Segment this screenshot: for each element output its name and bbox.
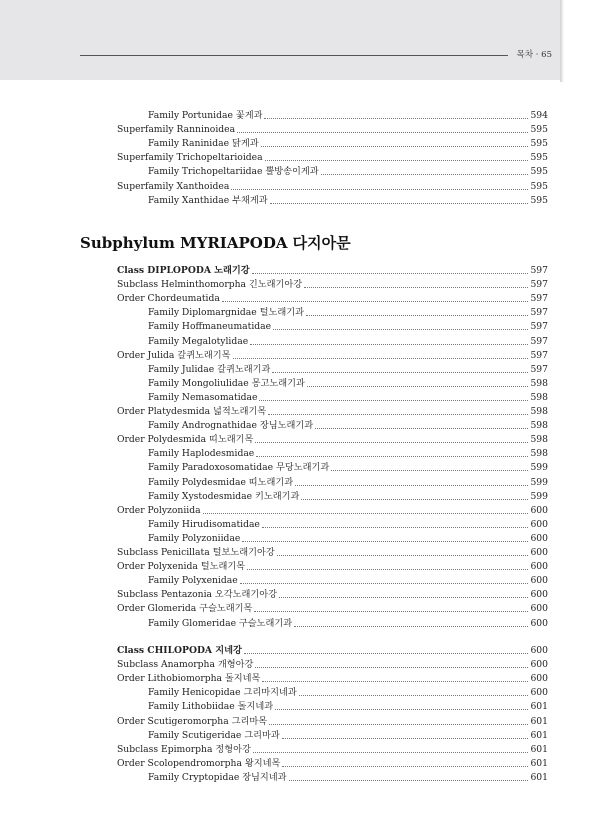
toc-entry: [148, 475, 548, 489]
toc-entry: [148, 136, 548, 150]
toc-entry: [148, 334, 548, 348]
toc-entry-page: 600: [530, 504, 548, 516]
toc-entry-page: 601: [530, 771, 548, 783]
toc-entry: [148, 728, 548, 742]
section-title: Subphylum MYRIAPODA 다지아문: [80, 234, 351, 252]
toc-entry-page: 601: [530, 701, 548, 713]
toc-entry-page: 600: [530, 561, 548, 573]
toc-entry: [148, 573, 548, 587]
running-head: 목차 · 65: [516, 50, 552, 60]
toc-entry-title: Family Polyzoniidae: [148, 532, 241, 544]
toc-entry: [148, 460, 548, 474]
header-rule: [80, 55, 508, 56]
dot-leader: [203, 513, 529, 514]
toc-entry-title: Family Raninidae 닭게과: [148, 138, 259, 150]
toc-entry-page: 595: [530, 138, 548, 150]
dot-leader: [253, 752, 529, 753]
toc-entry-title: Family Glomeridae 구슬노래기과: [148, 617, 293, 629]
toc-entry-title: Family Megalotylidae: [148, 335, 249, 347]
toc-entry: [117, 503, 548, 517]
toc-entry-page: 597: [530, 265, 548, 276]
toc-entry-page: 600: [530, 687, 548, 699]
toc-entry-title: Family Hoffmaneumatidae: [148, 321, 272, 333]
toc-entry-page: 597: [530, 307, 548, 319]
toc-entry: [148, 193, 548, 207]
toc-entry-title: Family Mongoliulidae 몽고노래기과: [148, 377, 305, 389]
toc-entry-title: Family Paradoxosomatidae 무당노래기과: [148, 462, 330, 474]
toc-entry: [148, 685, 548, 699]
toc-entry-title: Family Julidae 갈퀴노래기과: [148, 363, 271, 375]
dot-leader: [264, 118, 528, 119]
toc-entry: [117, 671, 548, 685]
toc-entry: [148, 305, 548, 319]
dot-leader: [250, 344, 528, 345]
toc-entry-title: Order Polyxenida 털노래기목: [117, 561, 246, 573]
toc-entry: [148, 489, 548, 503]
toc-entry-title: Family Lithobiidae 돌지네과: [148, 701, 274, 713]
dot-leader: [301, 499, 528, 500]
toc-entry-title: Class CHILOPODA 지네강: [117, 645, 242, 656]
dot-leader: [306, 315, 528, 316]
toc-entry: [148, 616, 548, 630]
toc-entry-page: 600: [530, 603, 548, 615]
toc-entry-title: Order Scolopendromorpha 왕지네목: [117, 757, 281, 769]
toc-entry-title: Family Cryptopidae 장님지네과: [148, 771, 287, 783]
toc-entry-page: 599: [530, 490, 548, 502]
toc-entry-title: Family Henicopidae 그리마지네과: [148, 687, 297, 699]
dot-leader: [304, 287, 528, 288]
toc-entry-page: 600: [530, 575, 548, 587]
toc-entry-title: Family Nemasomatidae: [148, 391, 258, 403]
toc-entry-page: 598: [530, 377, 548, 389]
toc-entry-page: 598: [530, 420, 548, 432]
toc-entry-title: Order Julida 갈퀴노래기목: [117, 349, 231, 361]
toc-entry-title: Order Scutigeromorpha 그리마목: [117, 715, 268, 727]
toc-entry-page: 600: [530, 589, 548, 601]
toc-entry-page: 597: [530, 293, 548, 305]
dot-leader: [294, 626, 528, 627]
toc-entry-page: 597: [530, 363, 548, 375]
toc-entry-page: 597: [530, 349, 548, 361]
dot-leader: [289, 780, 529, 781]
toc-entry: [148, 531, 548, 545]
toc-entry-page: 598: [530, 391, 548, 403]
toc-entry: [148, 770, 548, 784]
toc-entry: [148, 699, 548, 713]
toc-entry-page: 595: [530, 166, 548, 178]
toc-entry-page: 600: [530, 673, 548, 685]
toc-entry: [117, 601, 548, 615]
toc-entry-page: 600: [530, 645, 548, 656]
toc-entry-page: 598: [530, 434, 548, 446]
dot-leader: [270, 203, 529, 204]
toc-entry: [148, 517, 548, 531]
dot-leader: [331, 470, 528, 471]
toc-entry: [148, 390, 548, 404]
dot-leader: [315, 428, 528, 429]
dot-leader: [277, 555, 529, 556]
toc-entry: [148, 164, 548, 178]
toc-entry: [117, 277, 548, 291]
toc-entry: [148, 418, 548, 432]
dot-leader: [254, 611, 528, 612]
toc-entry-page: 595: [530, 194, 548, 206]
toc-entry: [117, 263, 548, 277]
toc-entry-title: Family Hirudisomatidae: [148, 518, 260, 530]
toc-entry: [117, 643, 548, 657]
toc-entry-title: Family Xanthidae 부채게과: [148, 194, 268, 206]
dot-leader: [231, 189, 528, 190]
toc-entry-title: Order Lithobiomorpha 돌지네목: [117, 673, 261, 685]
toc-entry-title: Class DIPLOPODA 노래기강: [117, 265, 250, 276]
toc-entry-page: 600: [530, 617, 548, 629]
dot-leader: [265, 160, 529, 161]
toc-entry-page: 595: [530, 152, 548, 164]
toc-entry-page: 600: [530, 659, 548, 671]
dot-leader: [262, 681, 528, 682]
dot-leader: [295, 485, 528, 486]
toc-entry-title: Family Diplomargnidae 털노래기과: [148, 307, 304, 319]
dot-leader: [321, 174, 529, 175]
toc-entry-title: Order Chordeumatida: [117, 293, 220, 305]
toc-entry-page: 597: [530, 279, 548, 291]
toc-entry: [117, 657, 548, 671]
toc-entry-title: Order Platydesmida 넓적노래기목: [117, 406, 267, 417]
toc-entry-page: 595: [530, 180, 548, 192]
toc-entry-page: 601: [530, 715, 548, 727]
dot-leader: [282, 766, 528, 767]
toc-entry: [117, 291, 548, 305]
dot-leader: [262, 527, 529, 528]
dot-leader: [233, 358, 529, 359]
toc-entry-page: 594: [530, 110, 548, 121]
dot-leader: [240, 583, 529, 584]
toc-entry-title: Family Haplodesmidae: [148, 448, 255, 460]
header-shadow: [560, 0, 564, 82]
dot-leader: [282, 738, 529, 739]
toc-entry-page: 597: [530, 335, 548, 347]
dot-leader: [272, 372, 528, 373]
toc-entry: [148, 319, 548, 333]
toc-entry-page: 601: [530, 729, 548, 741]
toc-entry-page: 601: [530, 757, 548, 769]
toc-entry-title: Family Trichopeltariidae 뿔방송이게과: [148, 166, 319, 178]
dot-leader: [255, 442, 528, 443]
toc-entry-title: Family Xystodesmidae 키노래기과: [148, 490, 300, 502]
toc-entry-page: 597: [530, 321, 548, 333]
dot-leader: [252, 273, 529, 274]
toc-entry: [117, 404, 548, 418]
toc-entry-title: Superfamily Ranninoidea: [117, 124, 236, 136]
toc-entry: [117, 587, 548, 601]
toc-entry-title: Subclass Penicillata 털보노래기아강: [117, 547, 275, 558]
toc-entry-title: Order Polydesmida 띠노래기목: [117, 434, 254, 446]
toc-entry-page: 598: [530, 448, 548, 460]
toc-entry: [117, 150, 548, 164]
dot-leader: [279, 597, 528, 598]
dot-leader: [275, 709, 528, 710]
toc-entry: [117, 756, 548, 770]
toc-entry-title: Subclass Epimorpha 정형아강: [117, 743, 251, 755]
toc-entry-title: Order Polyzoniida: [117, 504, 201, 516]
dot-leader: [247, 569, 528, 570]
toc-entry-title: Subclass Pentazonia 오각노래기아강: [117, 589, 278, 601]
toc-entry: [117, 432, 548, 446]
dot-leader: [268, 414, 528, 415]
toc-entry: [117, 122, 548, 136]
dot-leader: [237, 132, 528, 133]
toc-entry-page: 600: [530, 532, 548, 544]
toc-entry-title: Family Portunidae 꽃게과: [148, 110, 263, 121]
toc-entry-page: 599: [530, 462, 548, 474]
dot-leader: [299, 695, 529, 696]
toc-entry-page: 595: [530, 124, 548, 136]
dot-leader: [242, 541, 528, 542]
toc-entry-page: 600: [530, 547, 548, 558]
toc-entry-title: Superfamily Xanthoidea: [117, 180, 230, 192]
toc-entry: [117, 742, 548, 756]
toc-entry-title: Subclass Anamorpha 개형아강: [117, 659, 254, 671]
dot-leader: [307, 386, 529, 387]
toc-entry: [117, 348, 548, 362]
toc-entry: [148, 376, 548, 390]
toc-entry: [148, 108, 548, 122]
toc-entry-title: Family Polydesmidae 띠노래기과: [148, 476, 294, 488]
dot-leader: [255, 667, 528, 668]
toc-entry: [117, 179, 548, 193]
dot-leader: [244, 653, 529, 654]
toc-entry-title: Family Andrognathidae 장님노래기과: [148, 420, 314, 432]
header-band: [0, 0, 560, 80]
dot-leader: [269, 724, 528, 725]
toc-entry-title: Family Scutigeridae 그리마과: [148, 729, 280, 741]
toc-entry: [117, 559, 548, 573]
toc-entry: [148, 446, 548, 460]
toc-entry-page: 601: [530, 743, 548, 755]
dot-leader: [222, 301, 529, 302]
toc-entry-title: Subclass Helminthomorpha 긴노래기아강: [117, 279, 303, 291]
toc-entry-page: 599: [530, 476, 548, 488]
toc-entry-title: Order Glomerida 구슬노래기목: [117, 603, 253, 615]
toc-entry: [117, 545, 548, 559]
toc-entry-page: 600: [530, 518, 548, 530]
toc-entry-title: Superfamily Trichopeltarioidea: [117, 152, 263, 164]
toc-entry: [117, 714, 548, 728]
dot-leader: [273, 329, 528, 330]
dot-leader: [256, 456, 528, 457]
dot-leader: [259, 400, 528, 401]
toc-entry-page: 598: [530, 406, 548, 417]
toc-entry-title: Family Polyxenidae: [148, 575, 238, 587]
dot-leader: [261, 146, 529, 147]
toc-entry: [148, 362, 548, 376]
